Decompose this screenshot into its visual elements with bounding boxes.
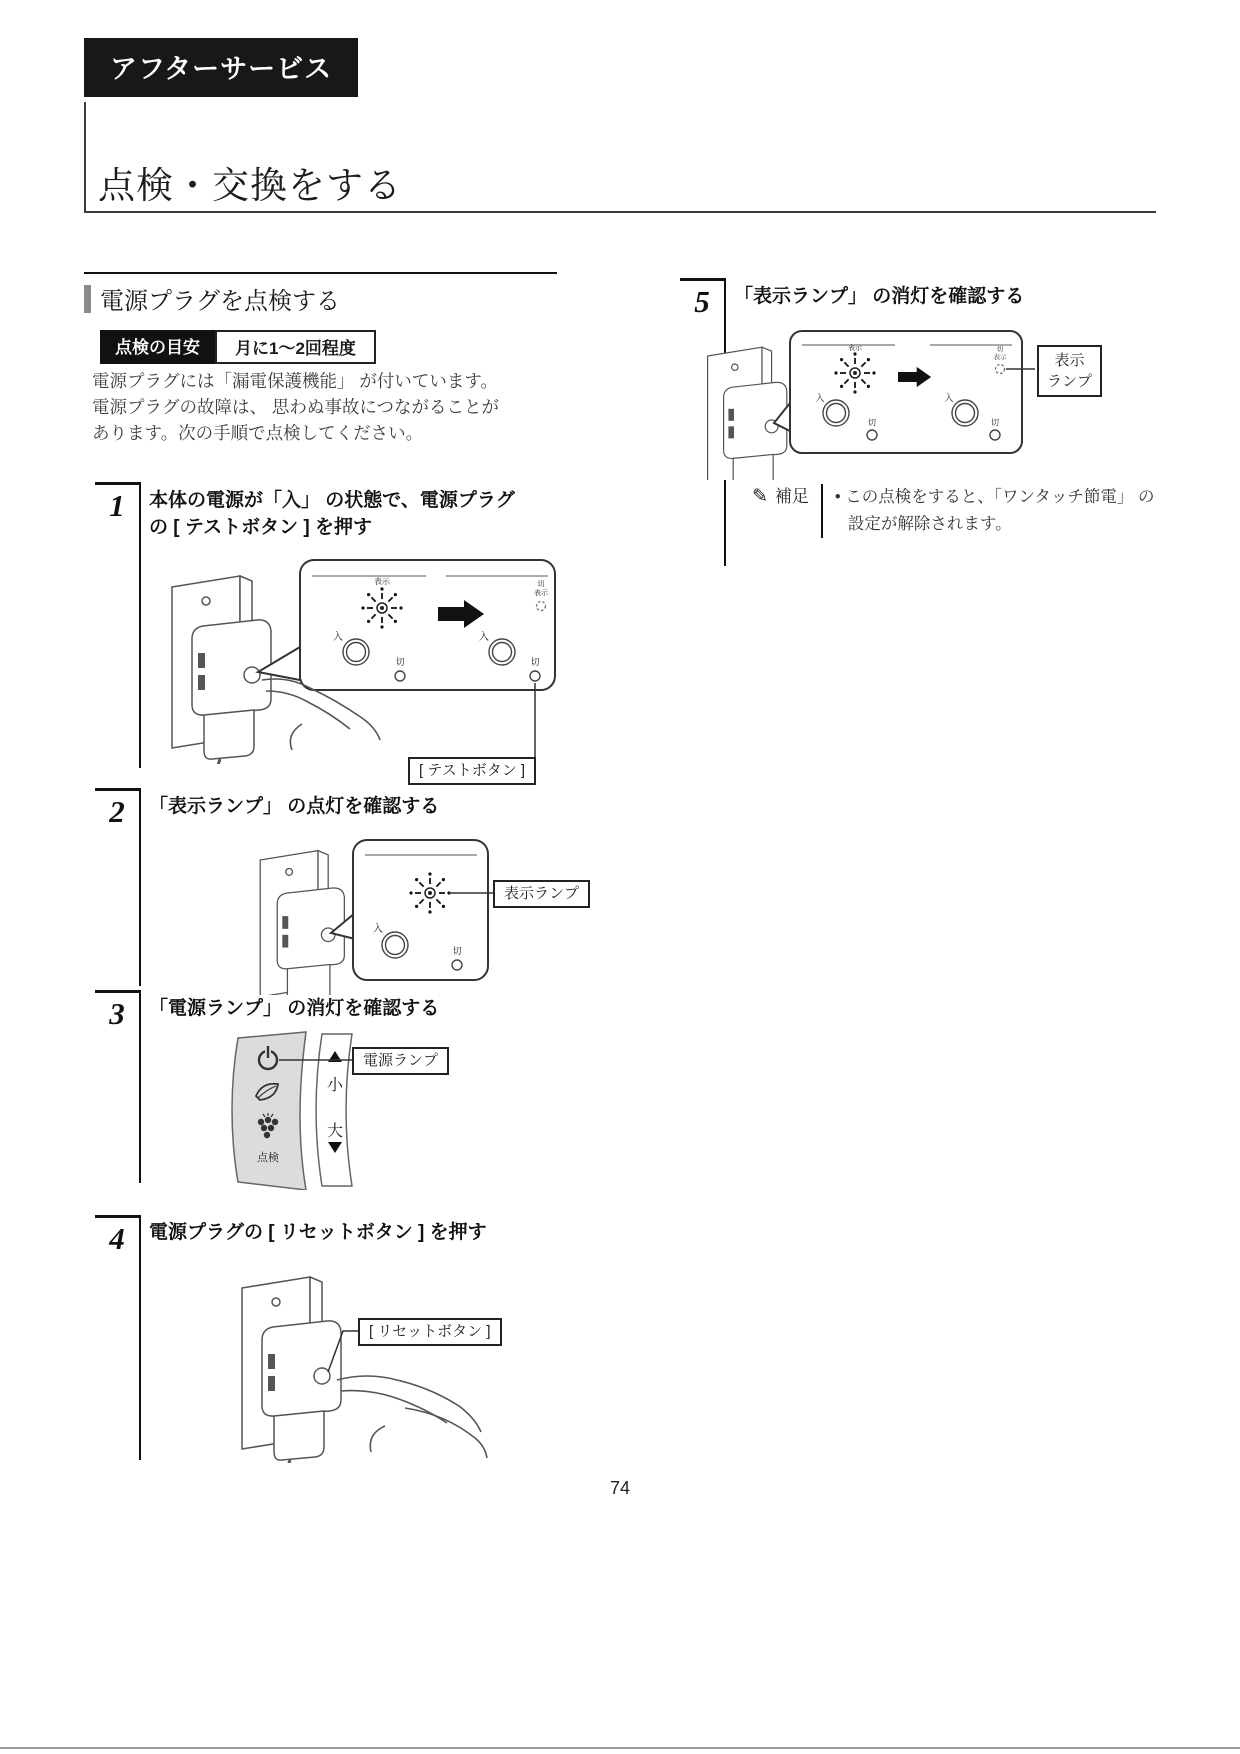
subsection-heading — [84, 272, 557, 316]
test-button-callout: [ テストボタン ] — [408, 757, 536, 785]
off-label: 切 — [868, 418, 876, 427]
small-label: 小 — [326, 1077, 344, 1094]
off-label: 切 — [991, 418, 999, 427]
off-lamp — [990, 430, 1000, 440]
on-label: 入 — [333, 632, 343, 643]
frequency-badge: 点検の目安 — [100, 330, 215, 364]
frequency-value: 月に1～2回程度 — [215, 330, 376, 364]
title-horizontal-rule — [84, 211, 1156, 213]
callout-bubble — [790, 331, 1022, 453]
page-number: 74 — [609, 1478, 631, 1498]
off-label: 切 — [537, 581, 545, 588]
note-label: 補足 — [774, 487, 809, 506]
step1-heading-line: の [ テストボタン ] を押す — [149, 517, 373, 538]
power-plug-outlet-drawing — [260, 851, 344, 995]
step3-rule — [139, 990, 141, 1183]
step1-illustration — [150, 552, 570, 764]
power-plug-outlet-drawing — [242, 1277, 341, 1463]
intro-line: あります。次の手順で点検してください。 — [92, 423, 424, 443]
note-text — [835, 484, 1155, 538]
intro-paragraph — [92, 368, 562, 446]
step1-heading — [149, 487, 515, 541]
on-label: 入 — [815, 393, 825, 403]
display-lamp-callout — [1037, 345, 1102, 397]
callout-line: 表示 — [1054, 352, 1085, 369]
step2-rule — [139, 788, 141, 986]
pencil-icon: ✎ — [752, 486, 768, 507]
intro-line: 電源プラグには「漏電保護機能」 が付いています。 — [92, 371, 498, 391]
section-banner: アフターサービス — [84, 38, 358, 97]
hand-drawing — [337, 1376, 487, 1458]
large-label: 大 — [326, 1123, 344, 1140]
on-label: 入 — [944, 393, 954, 403]
display-label: 表示 — [848, 345, 862, 352]
display-label: 表示 — [374, 577, 390, 586]
lamp-off-icon — [537, 602, 546, 611]
on-button — [823, 400, 849, 426]
on-button — [489, 639, 515, 665]
step1-heading-line: 本体の電源が「入」 の状態で、電源プラグ — [149, 490, 515, 511]
reset-button-callout: [ リセットボタン ] — [358, 1318, 502, 1346]
page-title: 点検・交換をする — [98, 165, 402, 206]
note-line: • この点検をすると、「ワンタッチ節電」 の — [834, 488, 1155, 506]
off-lamp — [395, 671, 405, 681]
intro-line: 電源プラグの故障は、 思わぬ事故につながることが — [92, 397, 500, 417]
display-label: 表示 — [534, 590, 548, 597]
display-lamp-callout: 表示ランプ — [493, 880, 590, 908]
on-button — [343, 639, 369, 665]
step3-number: 3 — [95, 990, 139, 1032]
off-label: 切 — [452, 946, 462, 956]
note-divider — [821, 484, 823, 538]
inspection-frequency — [100, 330, 376, 364]
step3-heading: 「電源ランプ」 の消灯を確認する — [149, 998, 440, 1019]
off-lamp — [452, 960, 462, 970]
lamp-off-icon — [996, 365, 1005, 374]
off-label: 切 — [996, 346, 1004, 353]
on-label: 入 — [479, 632, 489, 643]
heading-accent-bar — [84, 285, 91, 313]
step5-heading: 「表示ランプ」 の消灯を確認する — [734, 286, 1025, 307]
power-plug-outlet-drawing — [708, 347, 787, 480]
step5-illustration — [690, 325, 1035, 480]
step4-heading: 電源プラグの [ リセットボタン ] を押す — [149, 1222, 487, 1243]
callout-bubble — [300, 560, 555, 690]
step4-rule — [139, 1215, 141, 1460]
on-label: 入 — [373, 924, 383, 935]
callout-line: ランプ — [1047, 373, 1093, 390]
power-lamp-callout: 電源ランプ — [352, 1047, 449, 1075]
step2-illustration — [235, 835, 505, 995]
step1-rule — [139, 482, 141, 768]
power-plug-outlet-drawing — [172, 576, 271, 764]
supplement-note — [752, 484, 1154, 538]
step4-illustration — [215, 1258, 515, 1463]
off-label: 切 — [530, 657, 540, 667]
step4-number: 4 — [95, 1215, 139, 1257]
off-lamp — [867, 430, 877, 440]
inspect-label: 点検 — [257, 1152, 279, 1164]
subsection-title: 電源プラグを点検する — [100, 288, 340, 315]
display-label: 表示 — [993, 354, 1007, 361]
off-lamp — [530, 671, 540, 681]
title-vertical-rule — [84, 102, 86, 212]
step2-heading: 「表示ランプ」 の点灯を確認する — [149, 796, 440, 817]
callout-bubble — [353, 840, 488, 980]
note-line: 設定が解除されます。 — [847, 515, 1012, 533]
off-label: 切 — [395, 657, 405, 667]
on-button — [382, 932, 408, 958]
page-bottom-edge — [0, 1747, 1240, 1749]
on-button — [952, 400, 978, 426]
step5-number: 5 — [680, 278, 724, 320]
indicator-blinking-lamp — [409, 872, 450, 913]
step2-number: 2 — [95, 788, 139, 830]
step1-number: 1 — [95, 482, 139, 524]
